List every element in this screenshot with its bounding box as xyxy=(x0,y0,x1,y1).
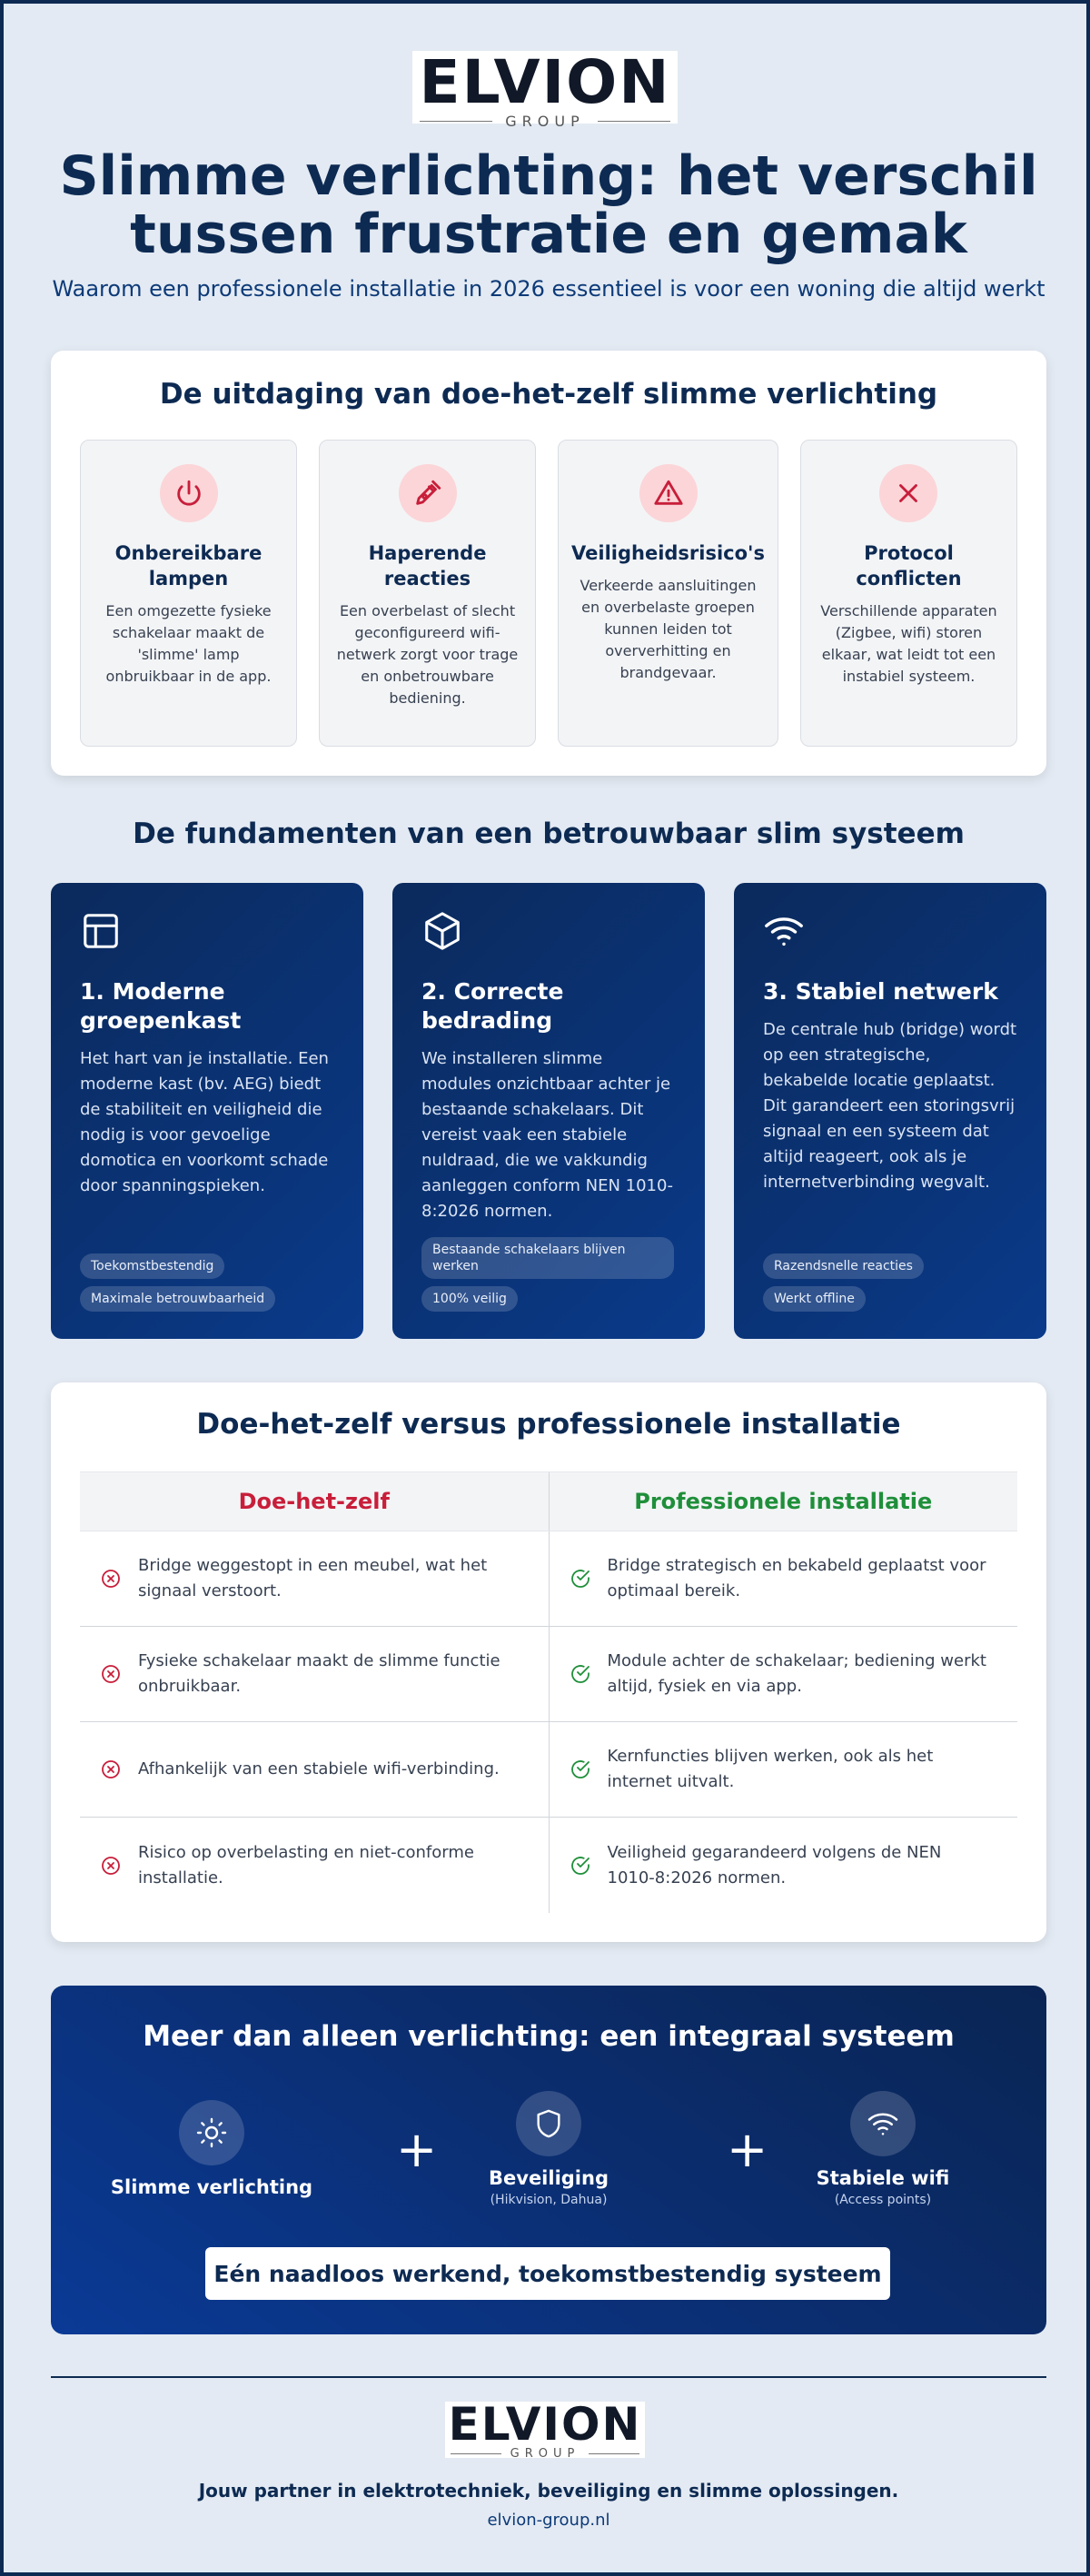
diy-cell xyxy=(80,1531,550,1626)
tile-text: Een overbelast of slecht geconfigureerd wifi-netwerk zorgt voor trage en onbetrouwbare bediening. xyxy=(336,602,519,707)
check-circle-icon xyxy=(570,1568,591,1590)
brand-logo xyxy=(412,47,678,130)
divider xyxy=(420,121,492,122)
footer-tagline: Jouw partner in elektrotechniek, beveiliging en slimme oplossingen. xyxy=(198,2480,899,2502)
footer-link[interactable]: elvion-group.nl xyxy=(487,2511,610,2530)
pro-text: Bridge strategisch en bekabeld geplaatst voor optimaal bereik. xyxy=(607,1556,986,1600)
pro-column-header: Professionele installatie xyxy=(634,1489,933,1514)
integral-result: Eén naadloos werkend, toekomstbestendig systeem xyxy=(205,2247,890,2300)
challenge-tiles xyxy=(80,440,1017,747)
check-circle-icon xyxy=(570,1759,591,1780)
tile-text: Verschillende apparaten (Zigbee, wifi) storen elkaar, wat leidt tot een instabiel systeem. xyxy=(820,602,997,685)
tile-title: Veiligheidsrisico's xyxy=(571,542,765,564)
brand-name: ELVION xyxy=(419,47,671,117)
plus-sign: + xyxy=(727,2121,768,2178)
diy-text: Risico op overbelasting en niet-conforme installatie. xyxy=(138,1842,474,1887)
comparison-title: Doe-het-zelf versus professionele installatie xyxy=(196,1408,901,1441)
x-circle-icon xyxy=(100,1855,122,1877)
challenge-title: De uitdaging van doe-het-zelf slimme verlichting xyxy=(159,378,938,411)
close-icon xyxy=(879,464,937,522)
integral-note: (Hikvision, Dahua) xyxy=(490,2193,608,2207)
diy-text: Fysieke schakelaar maakt de slimme functie onbruikbaar. xyxy=(138,1651,500,1696)
plus-sign: + xyxy=(396,2121,438,2178)
foundation-title: 2. Correcte bedrading xyxy=(421,978,564,1034)
table-header xyxy=(80,1471,1017,1531)
integral-item xyxy=(440,2091,658,2207)
chip-group xyxy=(763,1246,1017,1312)
tile-title: Protocol conflicten xyxy=(856,542,962,590)
challenge-card xyxy=(51,351,1046,776)
diy-text: Afhankelijk van een stabiele wifi-verbinding. xyxy=(138,1759,500,1778)
pro-cell xyxy=(550,1818,1018,1913)
check-circle-icon xyxy=(570,1663,591,1685)
pro-cell xyxy=(550,1627,1018,1721)
table-row xyxy=(80,1818,1017,1913)
chip-group xyxy=(80,1246,334,1312)
diy-cell xyxy=(80,1627,550,1721)
tile-title: Haperende reacties xyxy=(368,542,487,590)
table-row xyxy=(80,1722,1017,1818)
integral-label: Slimme verlichting xyxy=(110,2176,313,2198)
power-icon xyxy=(160,464,218,522)
table-row xyxy=(80,1627,1017,1722)
integral-label: Beveiliging xyxy=(489,2167,609,2189)
foundation-card xyxy=(734,883,1046,1339)
integral-note: (Access points) xyxy=(834,2193,932,2207)
challenge-tile xyxy=(558,440,778,747)
pro-text: Veiligheid gegarandeerd volgens de NEN 1010-8:2026 normen. xyxy=(607,1842,942,1887)
warning-icon xyxy=(639,464,698,522)
integral-label: Stabiele wifi xyxy=(816,2167,950,2189)
check-circle-icon xyxy=(570,1855,591,1877)
diy-cell xyxy=(80,1722,550,1817)
footer-logo xyxy=(445,2398,645,2461)
foundations-title: De fundamenten van een betrouwbaar slim systeem xyxy=(133,817,965,850)
diy-text: Bridge weggestopt in een meubel, wat het signaal verstoort. xyxy=(138,1556,488,1600)
wifi-broken-icon xyxy=(399,464,457,522)
box-icon xyxy=(421,910,463,952)
chip: Toekomstbestendig xyxy=(80,1253,224,1279)
foundation-text: We installeren slimme modules onzichtbaar achter je bestaande schakelaars. Dit vereist vaak een stabiele nuldraad, die we vakkundig aanleggen conform NEN 1010-8:2026 normen. xyxy=(421,1049,673,1221)
chip-group xyxy=(421,1230,676,1312)
foundations-cards xyxy=(51,883,1046,1339)
chip: Maximale betrouwbaarheid xyxy=(80,1286,275,1312)
divider xyxy=(451,2453,501,2454)
tile-text: Verkeerde aansluitingen en overbelaste groepen kunnen leiden tot oververhitting en brandgevaar. xyxy=(580,577,757,681)
foundation-card xyxy=(392,883,705,1339)
integral-item xyxy=(774,2091,992,2207)
layout-icon xyxy=(80,910,122,952)
challenge-tile xyxy=(800,440,1017,747)
tile-text: Een omgezette fysieke schakelaar maakt de 'slimme' lamp onbruikbaar in de app. xyxy=(105,602,272,685)
pro-cell xyxy=(550,1722,1018,1817)
table-row xyxy=(80,1531,1017,1627)
brand-sub: GROUP xyxy=(505,113,585,130)
brand-name: ELVION xyxy=(448,2398,642,2451)
comparison-table xyxy=(80,1471,1017,1913)
diy-column-header: Doe-het-zelf xyxy=(80,1472,550,1531)
x-circle-icon xyxy=(100,1568,122,1590)
diy-cell xyxy=(80,1818,550,1913)
comparison-card xyxy=(51,1382,1046,1942)
integral-item xyxy=(103,2100,321,2198)
page-title: Slimme verlichting: het verschil tussen frustratie en gemak xyxy=(59,144,1038,266)
foundation-text: Het hart van je installatie. Een moderne kast (bv. AEG) biedt de stabiliteit en veiligheid die nodig is voor gevoelige domotica en voorkomt schade door spanningspieken. xyxy=(80,1049,329,1195)
wifi-icon xyxy=(763,910,805,952)
tile-title: Onbereikbare lampen xyxy=(114,542,263,590)
x-circle-icon xyxy=(100,1759,122,1780)
divider xyxy=(598,121,670,122)
challenge-tile xyxy=(319,440,536,747)
pro-cell xyxy=(550,1531,1018,1626)
wifi-icon xyxy=(850,2091,916,2156)
challenge-tile xyxy=(80,440,297,747)
pro-text: Kernfuncties blijven werken, ook als het internet uitvalt. xyxy=(607,1747,934,1791)
sun-icon xyxy=(179,2100,244,2165)
foundation-title: 3. Stabiel netwerk xyxy=(763,978,998,1005)
pro-text: Module achter de schakelaar; bediening werkt altijd, fysiek en via app. xyxy=(607,1651,986,1696)
page-subtitle: Waarom een professionele installatie in 2026 essentieel is voor een woning die altijd werkt xyxy=(52,276,1045,302)
foundation-title: 1. Moderne groepenkast xyxy=(80,978,242,1034)
divider xyxy=(589,2453,639,2454)
footer-divider xyxy=(51,2376,1046,2378)
chip: 100% veilig xyxy=(421,1286,518,1312)
brand-sub: GROUP xyxy=(510,2447,580,2461)
shield-icon xyxy=(516,2091,581,2156)
chip: Razendsnelle reacties xyxy=(763,1253,924,1279)
foundation-text: De centrale hub (bridge) wordt op een strategische, bekabelde locatie geplaatst. Dit garandeert een storingsvrij signaal en een systeem dat altijd reageert, ook als je internetverbinding wegvalt. xyxy=(763,1020,1017,1192)
integral-title: Meer dan alleen verlichting: een integraal systeem xyxy=(143,2020,955,2053)
x-circle-icon xyxy=(100,1663,122,1685)
foundation-card xyxy=(51,883,363,1339)
chip: Werkt offline xyxy=(763,1286,866,1312)
integral-banner xyxy=(51,1986,1046,2334)
chip: Bestaande schakelaars blijven werken xyxy=(421,1237,674,1279)
